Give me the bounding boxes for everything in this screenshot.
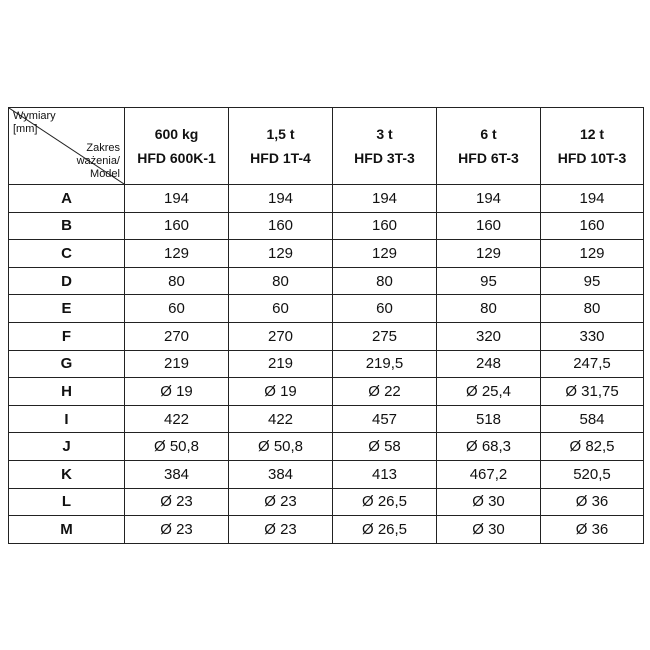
table-cell: Ø 30 [437, 516, 541, 544]
table-cell: 160 [541, 212, 644, 240]
table-cell: Ø 23 [125, 516, 229, 544]
table-cell: 247,5 [541, 350, 644, 378]
table-row [9, 267, 644, 295]
table-cell: 384 [125, 460, 229, 488]
row-label: E [9, 295, 125, 323]
table-cell: 80 [229, 267, 333, 295]
range-model-label [77, 142, 120, 181]
column-header [125, 108, 229, 185]
table-cell: 129 [541, 240, 644, 268]
table-cell: 129 [125, 240, 229, 268]
table-cell: 80 [437, 295, 541, 323]
column-header [437, 108, 541, 185]
row-label: I [9, 405, 125, 433]
table-cell: 270 [125, 322, 229, 350]
table-cell: 520,5 [541, 460, 644, 488]
table-cell: 518 [437, 405, 541, 433]
table-cell: 95 [437, 267, 541, 295]
dimensions-label [13, 110, 56, 136]
table-cell: Ø 82,5 [541, 433, 644, 461]
column-model: HFD 6T-3 [458, 150, 519, 166]
table-cell: 160 [333, 212, 437, 240]
row-label: J [9, 433, 125, 461]
table-cell: Ø 68,3 [437, 433, 541, 461]
table-cell: 194 [125, 185, 229, 213]
row-label: M [9, 516, 125, 544]
header-row [9, 108, 644, 185]
dimensions-unit-line: [mm] [13, 123, 38, 135]
row-label: C [9, 240, 125, 268]
table-cell: Ø 36 [541, 488, 644, 516]
row-label: K [9, 460, 125, 488]
table-cell: 129 [333, 240, 437, 268]
row-label: F [9, 322, 125, 350]
table-cell: 60 [229, 295, 333, 323]
table-cell: 60 [125, 295, 229, 323]
table-cell: 80 [541, 295, 644, 323]
row-label: L [9, 488, 125, 516]
table-cell: Ø 19 [125, 378, 229, 406]
table-cell: 129 [229, 240, 333, 268]
table-cell: Ø 23 [229, 488, 333, 516]
row-label: H [9, 378, 125, 406]
column-range: 12 t [579, 126, 605, 142]
table-row [9, 433, 644, 461]
column-header [541, 108, 644, 185]
table-cell: 95 [541, 267, 644, 295]
table-cell: 129 [437, 240, 541, 268]
row-label: D [9, 267, 125, 295]
table-cell: Ø 50,8 [229, 433, 333, 461]
table-row [9, 295, 644, 323]
table-row [9, 322, 644, 350]
table-row [9, 185, 644, 213]
table-row [9, 212, 644, 240]
table-cell: 275 [333, 322, 437, 350]
column-header [333, 108, 437, 185]
column-header [229, 108, 333, 185]
table-row [9, 488, 644, 516]
table-cell: Ø 19 [229, 378, 333, 406]
table-cell: 194 [229, 185, 333, 213]
table-row [9, 460, 644, 488]
table-body [9, 185, 644, 544]
table-row [9, 350, 644, 378]
column-model: HFD 600K-1 [137, 150, 216, 166]
table-cell: 60 [333, 295, 437, 323]
table-cell: Ø 23 [229, 516, 333, 544]
corner-header-cell [9, 108, 125, 185]
table-cell: 384 [229, 460, 333, 488]
column-model: HFD 10T-3 [557, 150, 627, 166]
table-cell: 422 [229, 405, 333, 433]
column-model: HFD 1T-4 [250, 150, 311, 166]
table-cell: 457 [333, 405, 437, 433]
column-range: 3 t [376, 126, 393, 142]
dimensions-label-line: Wymiary [13, 110, 56, 122]
table-cell: 160 [229, 212, 333, 240]
table-row [9, 240, 644, 268]
table-cell: 219 [229, 350, 333, 378]
table-cell: 160 [437, 212, 541, 240]
table-cell: Ø 25,4 [437, 378, 541, 406]
table-cell: 584 [541, 405, 644, 433]
column-range: 6 t [480, 126, 497, 142]
table-row [9, 378, 644, 406]
table-cell: Ø 26,5 [333, 516, 437, 544]
table-cell: Ø 36 [541, 516, 644, 544]
table-cell: Ø 23 [125, 488, 229, 516]
column-range: 1,5 t [266, 126, 295, 142]
table-cell: 467,2 [437, 460, 541, 488]
table-row [9, 405, 644, 433]
table-cell: Ø 30 [437, 488, 541, 516]
range-label-line-2: ważenia/ [76, 155, 120, 167]
table-cell: 219 [125, 350, 229, 378]
table-cell: 194 [541, 185, 644, 213]
row-label: G [9, 350, 125, 378]
table-cell: 160 [125, 212, 229, 240]
row-label: B [9, 212, 125, 240]
row-label: A [9, 185, 125, 213]
table-cell: 219,5 [333, 350, 437, 378]
table-cell: 194 [437, 185, 541, 213]
table-cell: 320 [437, 322, 541, 350]
model-label-line: Model [90, 168, 120, 180]
table-cell: 248 [437, 350, 541, 378]
column-model: HFD 3T-3 [354, 150, 415, 166]
table-cell: Ø 58 [333, 433, 437, 461]
table-cell: Ø 50,8 [125, 433, 229, 461]
table-cell: 80 [333, 267, 437, 295]
range-label-line-1: Zakres [86, 142, 120, 154]
table-row [9, 516, 644, 544]
table-cell: 194 [333, 185, 437, 213]
table-cell: Ø 22 [333, 378, 437, 406]
table-cell: 413 [333, 460, 437, 488]
table-cell: Ø 26,5 [333, 488, 437, 516]
table-cell: 330 [541, 322, 644, 350]
column-range: 600 kg [154, 126, 199, 142]
dimensions-table [8, 107, 644, 544]
table-cell: Ø 31,75 [541, 378, 644, 406]
table-cell: 270 [229, 322, 333, 350]
table-cell: 80 [125, 267, 229, 295]
table-cell: 422 [125, 405, 229, 433]
